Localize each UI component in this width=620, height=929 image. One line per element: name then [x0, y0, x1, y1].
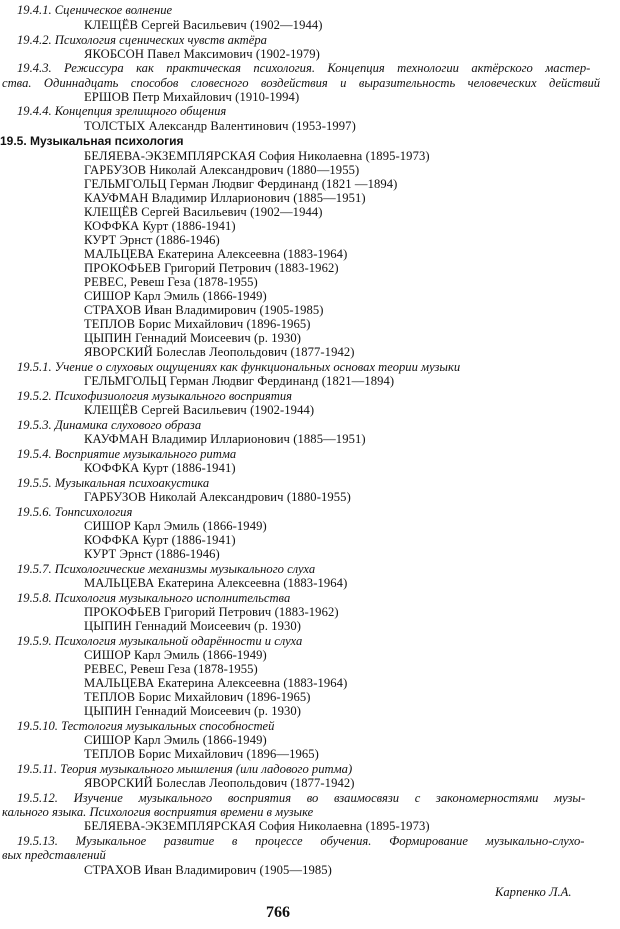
subsection-heading: 19.4.2. Психология сценических чувств актёра — [17, 33, 267, 47]
author-entry: ТЕПЛОВ Борис Михайлович (1896—1965) — [84, 747, 319, 761]
author-entry: ЯВОРСКИЙ Болеслав Леопольдович (1877-1942) — [84, 345, 355, 359]
author-entry: КУРТ Эрнст (1886-1946) — [84, 233, 220, 247]
author-entry: ЦЫПИН Геннадий Моисеевич (р. 1930) — [84, 704, 302, 718]
subsection-heading: 19.5.3. Динамика слухового образа — [17, 418, 202, 432]
subsection-heading: 19.4.1. Сценическое волнение — [17, 3, 173, 17]
author-entry: ПРОКОФЬЕВ Григорий Петрович (1883-1962) — [84, 605, 339, 619]
subsection-heading: 19.4.4. Концепция зрелищного общения — [17, 104, 227, 118]
subsection-heading: 19.5.4. Восприятие музыкального ритма — [17, 447, 237, 461]
subsection-heading: 19.4.3. Режиссура как практическая психология. Концепция технологии актёрского мастер- — [17, 61, 591, 75]
author-entry: МАЛЬЦЕВА Екатерина Алексеевна (1883-1964) — [84, 247, 348, 261]
section-heading: 19.5. Музыкальная психология — [0, 134, 184, 148]
page-number: 766 — [266, 904, 290, 921]
author-entry: КУРТ Эрнст (1886-1946) — [84, 547, 220, 561]
subsection-heading: ства. Одиннадцать способов словесного воздействия и выразительность человеческих действий — [2, 76, 601, 90]
subsection-heading: 19.5.12. Изучение музыкального восприятия во взаимосвязи с закономерностями музы- — [17, 791, 586, 805]
author-entry: ГАРБУЗОВ Николай Александрович (1880-1955) — [84, 490, 351, 504]
subsection-heading: 19.5.13. Музыкальное развитие в процессе обучения. Формирование музыкально-слухо- — [17, 834, 585, 848]
author-entry: КАУФМАН Владимир Илларионович (1885—1951) — [84, 432, 366, 446]
author-entry: ТЕПЛОВ Борис Михайлович (1896-1965) — [84, 690, 311, 704]
author-entry: РЕВЕС, Ревеш Геза (1878-1955) — [84, 275, 258, 289]
author-entry: КОФФКА Курт (1886-1941) — [84, 461, 236, 475]
author-entry: ГЕЛЬМГОЛЬЦ Герман Людвиг Фердинанд (1821—1894) — [84, 374, 395, 388]
subsection-heading: 19.5.8. Психология музыкального исполнительства — [17, 591, 291, 605]
author-entry: ГАРБУЗОВ Николай Александрович (1880—1955) — [84, 163, 360, 177]
author-entry: ЦЫПИН Геннадий Моисеевич (р. 1930) — [84, 331, 302, 345]
author-entry: КОФФКА Курт (1886-1941) — [84, 219, 236, 233]
author-entry: СИШОР Карл Эмиль (1866-1949) — [84, 519, 267, 533]
author-entry: СТРАХОВ Иван Владимирович (1905—1985) — [84, 863, 332, 877]
author-entry: КЛЕЩЁВ Сергей Васильевич (1902—1944) — [84, 205, 323, 219]
subsection-heading: 19.5.9. Психология музыкальной одарённости и слуха — [17, 634, 303, 648]
subsection-heading: 19.5.1. Учение о слуховых ощущениях как функциональных основах теории музыки — [17, 360, 461, 374]
author-entry: СИШОР Карл Эмиль (1866-1949) — [84, 289, 267, 303]
author-entry: ПРОКОФЬЕВ Григорий Петрович (1883-1962) — [84, 261, 339, 275]
subsection-heading: 19.5.2. Психофизиология музыкального восприятия — [17, 389, 293, 403]
author-entry: МАЛЬЦЕВА Екатерина Алексеевна (1883-1964) — [84, 576, 348, 590]
subsection-heading: 19.5.10. Тестология музыкальных способностей — [17, 719, 275, 733]
author-entry: ЦЫПИН Геннадий Моисеевич (р. 1930) — [84, 619, 302, 633]
author-entry: СТРАХОВ Иван Владимирович (1905-1985) — [84, 303, 324, 317]
subsection-heading: 19.5.6. Тонпсихология — [17, 505, 133, 519]
author-entry: МАЛЬЦЕВА Екатерина Алексеевна (1883-1964) — [84, 676, 348, 690]
author-entry: КАУФМАН Владимир Илларионович (1885—1951) — [84, 191, 366, 205]
author-entry: ТЕПЛОВ Борис Михайлович (1896-1965) — [84, 317, 311, 331]
subsection-heading: 19.5.5. Музыкальная психоакустика — [17, 476, 210, 490]
author-signature: Карпенко Л.А. — [495, 885, 572, 899]
author-entry: ТОЛСТЫХ Александр Валентинович (1953-1997) — [84, 119, 356, 133]
author-entry: БЕЛЯЕВА-ЭКЗЕМПЛЯРСКАЯ София Николаевна (1895-1973) — [84, 819, 430, 833]
author-entry: ЯКОБСОН Павел Максимович (1902-1979) — [84, 47, 320, 61]
subsection-heading: 19.5.11. Теория музыкального мышления (или ладового ритма) — [17, 762, 353, 776]
author-entry: КЛЕЩЁВ Сергей Васильевич (1902—1944) — [84, 18, 323, 32]
author-entry: КЛЕЩЁВ Сергей Васильевич (1902-1944) — [84, 403, 315, 417]
author-entry: СИШОР Карл Эмиль (1866-1949) — [84, 733, 267, 747]
author-entry: КОФФКА Курт (1886-1941) — [84, 533, 236, 547]
author-entry: РЕВЕС, Ревеш Геза (1878-1955) — [84, 662, 258, 676]
author-entry: СИШОР Карл Эмиль (1866-1949) — [84, 648, 267, 662]
author-entry: БЕЛЯЕВА-ЭКЗЕМПЛЯРСКАЯ София Николаевна (1895-1973) — [84, 149, 430, 163]
author-entry: ЯВОРСКИЙ Болеслав Леопольдович (1877-1942) — [84, 776, 355, 790]
subsection-heading: вых представлений — [2, 848, 106, 862]
subsection-heading: кального языка. Психология восприятия времени в музыке — [2, 805, 314, 819]
subsection-heading: 19.5.7. Психологические механизмы музыкального слуха — [17, 562, 316, 576]
author-entry: ГЕЛЬМГОЛЬЦ Герман Людвиг Фердинанд (1821 —1894) — [84, 177, 398, 191]
author-entry: ЕРШОВ Петр Михайлович (1910-1994) — [84, 90, 300, 104]
